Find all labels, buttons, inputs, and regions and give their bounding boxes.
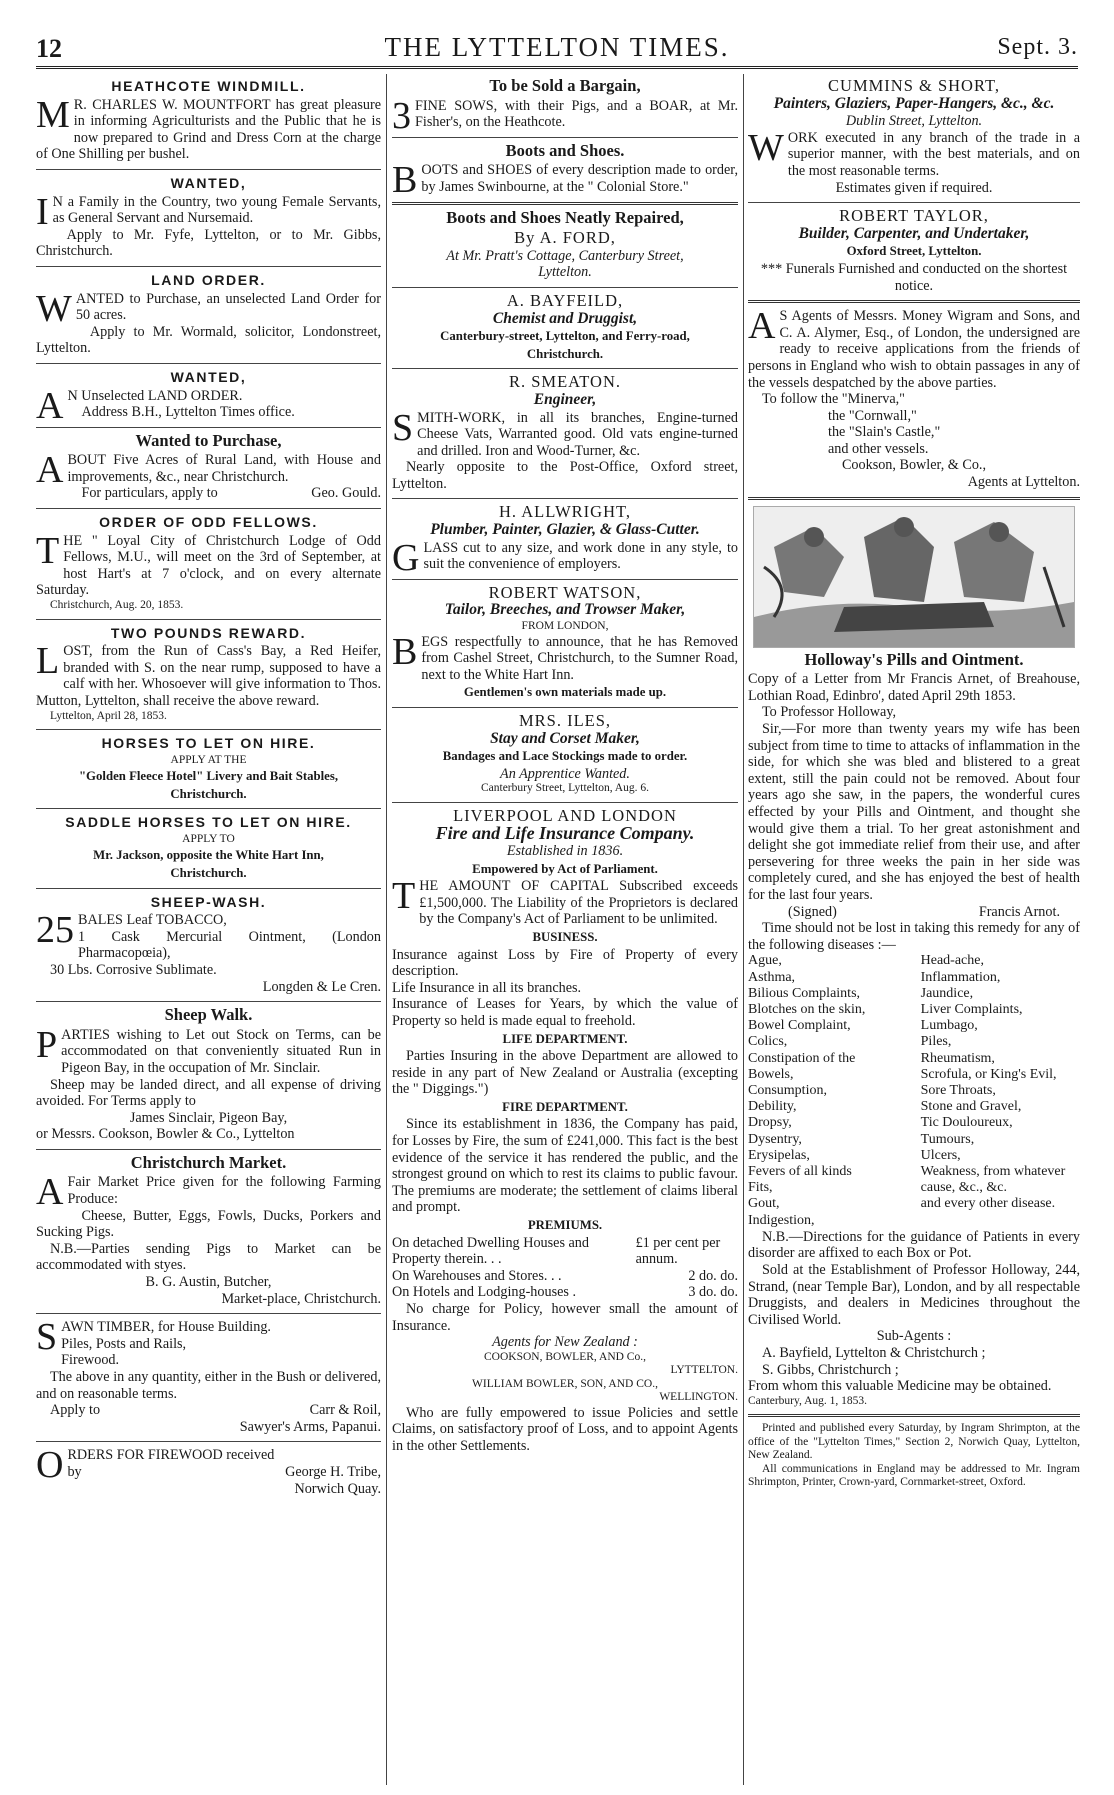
divider: [36, 619, 381, 620]
ad-heading: Christchurch Market.: [130, 1152, 287, 1172]
drop-cap: S: [392, 406, 414, 449]
ad-name: CUMMINS & SHORT,: [828, 76, 1000, 95]
letter-to: To Professor Holloway,: [762, 704, 897, 721]
ad-items: Cheese, Butter, Eggs, Fowls, Ducks, Porkers and Sucking Pigs.: [36, 1207, 381, 1241]
disease-item: Bilious Complaints,: [748, 985, 861, 1001]
drop-cap: A: [36, 384, 64, 427]
disease-item: Rheumatism,: [920, 1050, 995, 1066]
ad-reward: [36, 625, 381, 723]
ad-wanted-land-order: [36, 368, 381, 427]
agent-place: WELLINGTON.: [659, 1391, 738, 1404]
ad-apply: APPLY AT THE: [170, 753, 247, 766]
ad-heading: Boots and Shoes Neatly Repaired,: [446, 207, 684, 227]
ad-trade: Tailor, Breeches, and Trowser Maker,: [444, 601, 686, 619]
issue-date: Sept. 3.: [997, 34, 1078, 60]
ad-text: MITH-WORK, in all its branches, Engine-turned Cheese Vats, Warranted good. Old vats engine-turned and drilled. Iron and Wood-Turner, &c.: [417, 409, 738, 459]
ad-by: By A. FORD,: [514, 228, 616, 248]
ad-address: Oxford Street, Lyttelton.: [846, 244, 982, 259]
disease-item: Dropsy,: [748, 1115, 792, 1131]
ad-christchurch-market: [36, 1152, 381, 1307]
divider: [36, 808, 381, 809]
divider: [36, 169, 381, 170]
ad-line: At Mr. Pratt's Cottage, Canterbury Street,: [446, 247, 684, 264]
ad-text: Who are fully empowered to issue Policies and settle Claims, on satisfactory proof of Loss, and to appoint Agents in the other Settlements.: [392, 1404, 738, 1454]
ad-company: Fire and Life Insurance Company.: [435, 823, 695, 844]
disease-item: Indigestion,: [748, 1212, 815, 1228]
ad-note: N.B.—Parties sending Pigs to Market can be accommodated with styes.: [36, 1240, 381, 1274]
ad-by: by: [67, 1463, 82, 1480]
ad-line: "Golden Fleece Hotel" Livery and Bait Stables,: [78, 769, 339, 784]
column-divider: [386, 74, 387, 1785]
vessel-line: To follow the "Minerva,": [762, 391, 905, 408]
ad-holloway: [748, 649, 1080, 1409]
ad-trade: Chemist and Druggist,: [492, 309, 638, 327]
ad-smeaton: [392, 374, 738, 492]
disease-item: Weakness, from whatever cause, &c., &c.: [920, 1163, 1066, 1196]
page-number: 12: [36, 34, 62, 63]
ad-name: ROBERT TAYLOR,: [839, 206, 989, 226]
ad-line: Christchurch.: [170, 786, 247, 801]
ad-sheep-walk: [36, 1007, 381, 1143]
ad-trade: Stay and Corset Maker,: [490, 729, 640, 747]
disease-item: Tumours,: [920, 1131, 975, 1147]
ad-signature: George H. Tribe,: [285, 1463, 381, 1480]
diseases-list: [748, 953, 1080, 1228]
divider: [36, 363, 381, 364]
header-rule: [36, 66, 1078, 69]
ad-name: A. BAYFEILD,: [506, 290, 624, 310]
ad-heading: Holloway's Pills and Ointment.: [804, 649, 1024, 669]
ad-dateline: Lyttelton, April 28, 1853.: [50, 709, 167, 722]
drop-cap: A: [36, 449, 64, 492]
ad-text: Nearly opposite to the Post-Office, Oxford street, Lyttelton.: [392, 459, 738, 492]
divider: [36, 729, 381, 730]
ad-text: Sold at the Establishment of Professor Holloway, 244, Strand, (near Temple Bar), London, and by all respectable Druggists, and dealers in Medicines throughout the Civilised World.: [748, 1261, 1080, 1328]
divider: [392, 707, 738, 708]
divider: [36, 427, 381, 428]
ad-sheep-wash: [36, 894, 381, 996]
ad-name: LIVERPOOL AND LONDON: [453, 805, 677, 825]
ad-land-order: [36, 272, 381, 357]
ad-insurance: [392, 805, 738, 1455]
ad-signature: or Messrs. Cookson, Bowler & Co., Lyttelton: [36, 1126, 295, 1143]
ad-text: HE AMOUNT OF CAPITAL Subscribed exceeds £1,500,000. The Liability of the Proprietors is declared by the Company's Act of Parliament to be unlimited.: [419, 878, 738, 928]
ad-text: Insurance of Leases for Years, by which the value of Property so held is made equal to freehold.: [392, 996, 738, 1029]
ad-signature: Norwich Quay.: [294, 1480, 381, 1497]
disease-item: Lumbago,: [920, 1018, 978, 1034]
disease-item: Colics,: [748, 1034, 788, 1050]
ad-heading: HEATHCOTE WINDMILL.: [111, 78, 306, 94]
ad-line: Lyttelton.: [538, 264, 592, 281]
agents-heading: Agents for New Zealand :: [492, 1334, 638, 1351]
disease-item: Erysipelas,: [748, 1147, 810, 1163]
disease-item: Bowel Complaint,: [748, 1018, 851, 1034]
ad-heading: HORSES TO LET ON HIRE.: [101, 735, 316, 751]
ad-heading: WANTED,: [170, 174, 247, 191]
ad-signature: James Sinclair, Pigeon Bay,: [129, 1109, 288, 1126]
ad-signature: Sawyer's Arms, Papanui.: [239, 1418, 381, 1435]
ad-text: R. CHARLES W. MOUNTFORT has great pleasure in informing Agriculturists and the Public that he is now prepared to Grind and Dress Corn at the charge of One Shilling per bushel.: [36, 96, 381, 163]
letter-heading: Copy of a Letter from Mr Francis Arnet, of Breahouse, Lothian Road, Edinbro', dated April 29th 1853.: [748, 671, 1080, 704]
imprint-text: Printed and published every Saturday, by Ingram Shrimpton, at the office of the "Lyttelton Times," Section 2, Norwich Quay, Lyttelton, New Zealand.: [748, 1422, 1080, 1462]
premium-item: On detached Dwelling Houses and Property therein. . .: [392, 1234, 589, 1268]
diseases-right: [921, 953, 1080, 1228]
ad-apply: APPLY TO: [182, 832, 235, 845]
column-middle: [392, 74, 738, 1785]
ad-dateline: Canterbury Street, Lyttelton, Aug. 6.: [480, 782, 649, 795]
drop-cap: G: [392, 536, 420, 579]
ad-text: RDERS FOR FIREWOOD received: [67, 1447, 275, 1464]
drop-cap: T: [392, 875, 416, 918]
divider: [36, 1001, 381, 1002]
disease-item: Constipation of the: [748, 1050, 856, 1066]
ad-saddle-horses: [36, 814, 381, 881]
ad-horses-hire: [36, 735, 381, 802]
ad-signature: Longden & Le Cren.: [262, 978, 381, 995]
ad-text: Fair Market Price given for the following Farming Produce:: [67, 1174, 381, 1208]
ad-heading: TWO POUNDS REWARD.: [110, 624, 307, 641]
ad-text: ARTIES wishing to Let out Stock on Terms, can be accommodated on that conveniently situated Run in Pigeon Bay, in the occupation of Mr. Sinclair.: [61, 1026, 381, 1076]
disease-item: Tic Douloureux,: [920, 1115, 1013, 1131]
divider: [392, 368, 738, 369]
ad-signature: B. G. Austin, Butcher,: [145, 1274, 272, 1291]
ad-robert-taylor: [748, 208, 1080, 294]
divider: [392, 287, 738, 288]
ad-line: Piles, Posts and Rails,: [61, 1335, 187, 1352]
divider: [748, 202, 1080, 203]
ad-bayfeild: [392, 290, 738, 362]
newspaper-title: THE LYTTELTON TIMES.: [384, 32, 730, 62]
ad-apply: Apply to Mr. Fyfe, Lyttelton, or to Mr. Gibbs, Christchurch.: [36, 226, 381, 260]
column-divider: [743, 74, 744, 1785]
agent-place: LYTTELTON.: [670, 1364, 738, 1377]
drop-cap: B: [392, 630, 418, 673]
ad-sawn-timber: [36, 1316, 381, 1435]
ad-text: OST, from the Run of Cass's Bay, a Red Heifer, branded with S. on the near rump, supposed to have a calf with her. Whosoever will give information to Thos. Mutton, Lyttelton, shall receive the above reward.: [36, 643, 381, 709]
disease-item: Consumption,: [748, 1082, 827, 1098]
divider: [36, 1149, 381, 1150]
ad-bargain: [392, 76, 738, 137]
ad-line: BALES Leaf TOBACCO,: [78, 912, 227, 929]
ad-line: Bandages and Lace Stockings made to order.: [442, 749, 688, 764]
ad-text: Insurance against Loss by Fire of Property of every description.: [392, 946, 738, 980]
ad-address: Dublin Street, Lyttelton.: [845, 113, 983, 130]
letter-signed: (Signed): [788, 903, 837, 920]
ad-heading: Wanted to Purchase,: [135, 430, 282, 450]
ad-line: Christchurch.: [526, 346, 604, 361]
divider: [36, 266, 381, 267]
column-left: [36, 74, 381, 1785]
ad-wanted-servants: [36, 175, 381, 260]
disease-item: Gout,: [748, 1196, 780, 1212]
ad-text: No charge for Policy, however small the amount of Insurance.: [392, 1301, 738, 1334]
ad-text: BOUT Five Acres of Rural Land, with House and improvements, &c., near Christchurch.: [67, 452, 381, 485]
ad-line: 30 Lbs. Corrosive Sublimate.: [50, 961, 217, 978]
ad-text: Parties Insuring in the above Department are allowed to reside in any part of New Zealand or Australia (excepting the " Diggings."): [392, 1048, 738, 1098]
column-right: [748, 74, 1080, 1785]
ad-heading: WANTED,: [170, 368, 247, 385]
ad-heading: To be Sold a Bargain,: [489, 76, 641, 95]
premium-rate: 3 do. do.: [688, 1284, 738, 1301]
ad-signature: Carr & Roil,: [309, 1402, 381, 1419]
letter-body: Sir,—For more than twenty years my wife has been subject from time to time to attacks of inflammation in the side, for which she was bled and blistered to a great extent, still the pain could not be removed. About four years ago she saw, in the papers, the wonderful cures effected by your Pills and Ointment, and thought she would give them a trial. To her great astonishment and delight she got immediate relief from their use, and after persevering for three weeks the pain in her side was completely cured, and she has enjoyed the best of health for the last four years.: [748, 721, 1080, 903]
ad-text: Sheep may be landed direct, and all expense of driving avoided. For Terms apply to: [36, 1076, 381, 1110]
ad-wanted-to-purchase: [36, 430, 381, 502]
ad-signature: Market-place, Christchurch.: [221, 1290, 381, 1307]
disease-item: and every other disease.: [920, 1196, 1056, 1212]
ad-text: N Unselected LAND ORDER.: [67, 387, 243, 404]
imprint-text: All communications in England may be addressed to Mr. Ingram Shrimpton, Printer, Crown-yard, Cornmarket-street, Oxford.: [748, 1462, 1080, 1489]
ad-name: ROBERT WATSON,: [488, 582, 642, 602]
ad-text: Life Insurance in all its branches.: [392, 979, 582, 996]
drop-cap: S: [36, 1316, 58, 1359]
disease-item: Head-ache,: [920, 953, 984, 969]
drop-cap: L: [36, 640, 60, 683]
disease-item: Dysentry,: [748, 1131, 802, 1147]
ad-trade: Plumber, Painter, Glazier, & Glass-Cutter.: [430, 521, 700, 539]
ad-heading: ORDER OF ODD FELLOWS.: [99, 514, 318, 531]
ad-text: ORK executed in any branch of the trade in a superior manner, with the best materials, and on the most reasonable terms.: [787, 129, 1080, 179]
engraving-icon: [754, 507, 1074, 647]
drop-cap: 25: [36, 909, 74, 952]
ad-name: R. SMEATON.: [508, 372, 621, 392]
ad-boots-repaired: [392, 207, 738, 281]
ad-heading: SADDLE HORSES TO LET ON HIRE.: [65, 814, 352, 831]
ad-text: Time should not be lost in taking this remedy for any of the following diseases :—: [748, 920, 1080, 953]
diseases-left: [748, 953, 907, 1228]
disease-item: Ulcers,: [920, 1147, 961, 1163]
disease-item: Liver Complaints,: [920, 1001, 1023, 1017]
section-heading: LIFE DEPARTMENT.: [502, 1031, 628, 1046]
ad-text: N a Family in the Country, two young Female Servants, as General Servant and Nursemaid.: [52, 193, 381, 227]
ad-text: LASS cut to any size, and work done in any style, to suit the convenience of employers.: [423, 539, 738, 573]
ad-heading: Boots and Shoes.: [505, 140, 625, 160]
divider: [36, 508, 381, 509]
ad-apply: Apply to Mr. Wormald, solicitor, Londonstreet, Lyttelton.: [36, 323, 381, 357]
ad-text: S Agents of Messrs. Money Wigram and Sons, and C. A. Alymer, Esq., of London, the undersigned are ready to receive applications from the friends of persons in England who wish to obtain passages in any of the vessels despatched by the above parties.: [748, 308, 1080, 391]
disease-item: Fits,: [748, 1180, 773, 1196]
engraving-illustration: [753, 506, 1075, 648]
disease-item: Debility,: [748, 1099, 797, 1115]
ad-allwright: [392, 502, 738, 579]
subagent: A. Bayfield, Lyttelton & Christchurch ;: [762, 1344, 986, 1361]
divider: [36, 1313, 381, 1314]
disease-item: Ague,: [748, 953, 782, 969]
agent-name: COOKSON, BOWLER, AND Co.,: [484, 1350, 646, 1363]
disease-item: Fevers of all kinds: [748, 1163, 852, 1179]
drop-cap: 3: [392, 94, 411, 137]
drop-cap: P: [36, 1023, 58, 1066]
disease-item: Bowels,: [748, 1066, 794, 1082]
ad-name: MRS. ILES,: [518, 710, 612, 730]
disease-item: Scrofula, or King's Evil,: [920, 1066, 1057, 1082]
premium-item: On Hotels and Lodging-houses .: [392, 1284, 577, 1301]
drop-cap: M: [36, 93, 70, 136]
disease-item: Inflammation,: [920, 969, 1001, 985]
agent-name: WILLIAM BOWLER, SON, AND CO.,: [472, 1377, 658, 1390]
divider: [748, 1414, 1080, 1417]
ad-passage-agents: [748, 305, 1080, 491]
ad-text: FINE SOWS, with their Pigs, and a BOAR, at Mr. Fisher's, on the Heathcote.: [415, 97, 738, 131]
ad-text: Estimates given if required.: [835, 179, 993, 196]
ad-signature: Cookson, Bowler, & Co.,: [841, 457, 987, 474]
ad-name: H. ALLWRIGHT,: [499, 502, 631, 522]
ad-iles: [392, 710, 738, 796]
ad-trade: Builder, Carpenter, and Undertaker,: [798, 224, 1030, 242]
ad-established: Established in 1836.: [506, 842, 624, 859]
ad-trade: Engineer,: [533, 390, 597, 408]
ad-line: Firewood.: [61, 1352, 120, 1369]
ad-text: EGS respectfully to announce, that he has Removed from Cashel Street, Christchurch, to the Sumner Road, next to the White Hart Inn.: [421, 633, 738, 683]
drop-cap: T: [36, 529, 60, 572]
ad-firewood: [36, 1444, 381, 1497]
ad-text: ANTED to Purchase, an unselected Land Order for 50 acres.: [75, 290, 381, 324]
section-heading: FIRE DEPARTMENT.: [502, 1099, 628, 1114]
vessel-line: and other vessels.: [828, 440, 929, 457]
ad-apply: Apply to: [50, 1402, 101, 1419]
ad-odd-fellows: [36, 514, 381, 612]
ad-text: The above in any quantity, either in the Bush or delivered, and on reasonable terms.: [36, 1369, 381, 1402]
ad-heathcote-windmill: [36, 78, 381, 163]
ad-dateline: Canterbury, Aug. 1, 1853.: [748, 1394, 868, 1407]
disease-item: Asthma,: [748, 969, 796, 985]
ad-heading: SHEEP-WASH.: [150, 893, 267, 910]
divider: [392, 202, 738, 205]
divider: [392, 579, 738, 580]
drop-cap: W: [36, 287, 72, 330]
printer-imprint: [748, 1422, 1080, 1490]
ad-cummins-short: [748, 78, 1080, 196]
premium-item: On Warehouses and Stores. . .: [392, 1267, 562, 1284]
ad-text: Since its establishment in 1836, the Company has paid, for Losses by Fire, the sum of £241,000. This fact is the best evidence of the service it has rendered the public, and the strongest ground on which to rest its claims to public favour. The premiums are moderate; the settlement of claims liberal and prompt.: [392, 1116, 738, 1216]
ad-dateline: Christchurch, Aug. 20, 1853.: [50, 599, 184, 612]
ad-text: From whom this valuable Medicine may be obtained.: [748, 1378, 1052, 1395]
ad-line: An Apprentice Wanted.: [500, 765, 630, 782]
divider: [748, 300, 1080, 303]
letter-signer: Francis Arnot.: [978, 903, 1060, 920]
section-heading: BUSINESS.: [532, 929, 598, 944]
premium-rate: 2 do. do.: [688, 1267, 738, 1284]
subagents-heading: Sub-Agents :: [876, 1328, 952, 1345]
ad-heading: Sheep Walk.: [164, 1005, 253, 1025]
subagent: S. Gibbs, Christchurch ;: [762, 1361, 899, 1378]
divider: [392, 498, 738, 499]
ad-address: Address B.H., Lyttelton Times office.: [81, 404, 295, 421]
ad-act: Empowered by Act of Parliament.: [472, 861, 658, 876]
disease-item: Sore Throats,: [920, 1082, 996, 1098]
vessel-line: the "Cornwall,": [828, 407, 917, 424]
disease-item: Blotches on the skin,: [748, 1001, 866, 1017]
drop-cap: W: [748, 126, 784, 169]
ad-line: Christchurch.: [170, 865, 247, 880]
vessel-line: the "Slain's Castle,": [828, 424, 941, 441]
ad-watson: [392, 582, 738, 701]
ad-note: Gentlemen's own materials made up.: [463, 685, 667, 700]
drop-cap: I: [36, 190, 49, 233]
disease-item: Jaundice,: [920, 985, 974, 1001]
ad-from: FROM LONDON,: [521, 620, 609, 633]
disease-item: Stone and Gravel,: [920, 1099, 1022, 1115]
ad-signature: Geo. Gould.: [311, 485, 381, 502]
ad-line: Mr. Jackson, opposite the White Hart Inn,: [93, 848, 324, 863]
divider: [36, 888, 381, 889]
drop-cap: A: [36, 1171, 64, 1214]
ad-trade: Painters, Glaziers, Paper-Hangers, &c., &c.: [773, 94, 1055, 112]
disease-item: Piles,: [920, 1034, 952, 1050]
divider: [392, 137, 738, 138]
ad-apply: For particulars, apply to: [81, 485, 218, 502]
divider: [748, 497, 1080, 500]
ad-text: HE " Loyal City of Christchurch Lodge of Odd Fellows, M.U., will meet on the 3rd of September, at host Hart's at 7 o'clock, and on every alternate Saturday.: [36, 532, 381, 599]
ad-note: N.B.—Directions for the guidance of Patients in every disorder are affixed to each Box or Pot.: [748, 1228, 1080, 1262]
ad-note: *** Funerals Furnished and conducted on the shortest notice.: [760, 260, 1068, 294]
ad-signature: Agents at Lyttelton.: [967, 474, 1080, 491]
drop-cap: O: [36, 1444, 64, 1487]
ad-heading: LAND ORDER.: [151, 271, 266, 288]
ad-text: OOTS and SHOES of every description made to order, by James Swinbourne, at the " Colonial Store.": [421, 162, 738, 195]
divider: [392, 802, 738, 803]
ad-text: AWN TIMBER, for House Building.: [61, 1319, 271, 1336]
ad-line: Canterbury-street, Lyttelton, and Ferry-road,: [440, 329, 690, 344]
drop-cap: A: [748, 305, 776, 348]
divider: [36, 1441, 381, 1442]
masthead: [36, 28, 1078, 68]
drop-cap: B: [392, 159, 418, 202]
premium-rate: £1 per cent per annum.: [635, 1234, 721, 1268]
ad-line: 1 Cask Mercurial Ointment, (London Pharmacopœia),: [78, 928, 381, 962]
section-heading: PREMIUMS.: [527, 1218, 603, 1233]
ad-boots-shoes: [392, 140, 738, 202]
